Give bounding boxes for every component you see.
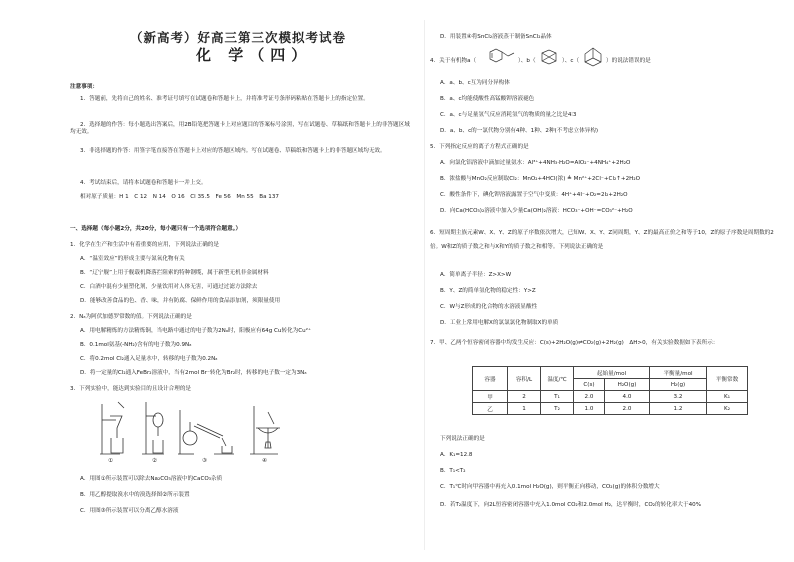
q4-stem-mid1: ）、b（	[518, 58, 536, 64]
q7-option-b: B．T₁<T₂	[440, 468, 466, 474]
q3-apparatus-figure	[94, 398, 294, 464]
table-header-volume: 容积/L	[508, 367, 541, 391]
q5-option-d: D．向Ca(HCO₃)₂溶液中加入少量Ca(OH)₂溶液：HCO₃⁻+OH⁻=CO₃²⁻+H₂O	[440, 208, 633, 214]
table-subheader-c: C(s)	[574, 379, 605, 391]
table-cell: 2.0	[605, 403, 650, 415]
q6-option-b: B．Y、Z的简单氢化物的稳定性：Y>Z	[440, 288, 536, 294]
q4-option-c: C．a、c与足量氢气反应消耗氢气的物质的量之比是4∶3	[440, 112, 577, 118]
q5-option-a: A．向氯化铝溶液中滴加过量氨水：Al³⁺+4NH₃·H₂O=AlO₂⁻+4NH₄⁺+2H₂O	[440, 160, 631, 166]
table-cell: T₁	[541, 391, 574, 403]
q7-after: 下列说法正确的是	[440, 436, 485, 442]
note-2: 2．选择题的作答：每小题选出答案后，用2B铅笔把答题卡上对应题目的答案标号涂黑，写在试题卷、草稿纸和答题卡上的非答题区域均无效。	[70, 122, 410, 135]
molecule-b-icon	[538, 48, 560, 68]
q4-stem-post: ）的说法错误的是	[606, 58, 651, 64]
table-cell: 1.2	[650, 403, 707, 415]
q4-option-d: D．a、b、c的一氯代物分别有4种、1种、2种(不考虑立体异构)	[440, 128, 599, 134]
note-3: 3．非选择题的作答：用签字笔直接答在答题卡上对应的答题区域内。写在试题卷、草稿纸和答题卡上的非答题区域均无效。	[80, 148, 386, 154]
figure-label-1: ①	[108, 458, 113, 464]
table-cell: 1	[508, 403, 541, 415]
q4-stem-mid2: ）、c（	[562, 58, 580, 64]
q5-option-c: C．酸性条件下，碘化钾溶液露置于空气中变质：4H⁺+4I⁻+O₂=2I₂+2H₂O	[440, 192, 628, 198]
q2-stem: 2．Nₐ为阿伏加德罗常数的值。下列说法正确的是	[70, 314, 192, 320]
table-header-constant: 平衡常数	[707, 367, 748, 391]
table-cell: 2	[508, 391, 541, 403]
q6-option-c: C．W与Z形成的化合物的水溶液显酸性	[440, 304, 538, 310]
q7-data-table	[472, 366, 748, 415]
q3-option-a: A．用图①所示装置可以除去Na₂CO₃溶液中的CaCO₃杂质	[80, 476, 223, 482]
q3-option-b: B．用乙醇提取溴水中的溴选择图②所示装置	[80, 492, 190, 498]
q5-stem: 5．下列指定反应的离子方程式正确的是	[430, 144, 529, 150]
molecule-a-icon	[482, 48, 516, 68]
q4-stem-pre: 4．关于有机物a（	[430, 58, 477, 64]
q1-option-d: D．能够改善食品的色、香、味，并有防腐、保鲜作用的食品添加剂，须限量使用	[80, 298, 281, 304]
table-row	[473, 403, 748, 415]
table-cell: 4.0	[605, 391, 650, 403]
note-1: 1．答题前，先将自己的姓名、准考证号填写在试题卷和答题卡上，并将准考证号条形码粘贴在答题卡上的指定位置。	[80, 96, 369, 102]
q1-option-c: C．白酒中混有少量塑化剂，少量饮用对人体无害，可通过过滤方法除去	[80, 284, 258, 290]
q2-option-a: A．用电解精炼的方法精炼铜，当电路中通过的电子数为2Nₐ时，阳极应有64g Cu转化为Cu²⁺	[80, 328, 311, 334]
table-header-equilibrium: 平衡量/mol	[650, 367, 707, 379]
exam-title: （新高考）好高三第三次模拟考试卷	[130, 30, 347, 45]
q2-option-c: C．将0.2mol Cl₂通入足量水中，转移的电子数为0.2Nₐ	[80, 356, 218, 362]
table-cell: T₂	[541, 403, 574, 415]
q7-option-c: C．T₁℃时向甲容器中再充入0.1mol H₂O(g)，则平衡正向移动，CO₂(g)的体积分数增大	[440, 484, 660, 490]
q3-option-c: C．用图③所示装置可以分离乙醇水溶液	[80, 508, 179, 514]
q1-option-a: A．“温室效应”的形成主要与氮氧化物有关	[80, 256, 185, 262]
note-4: 4．考试结束后，请将本试题卷和答题卡一并上交。	[80, 180, 207, 186]
q6-option-d: D．工业上常用电解X的氯氯氯化物制取X的单质	[440, 320, 559, 326]
table-header-initial: 起始量/mol	[574, 367, 650, 379]
q6-option-a: A．简单离子半径：Z>X>W	[440, 272, 512, 278]
table-cell: K₁	[707, 391, 748, 403]
q1-stem: 1．化学在生产和生活中有着重要的应用，下列说法正确的是	[70, 242, 219, 248]
table-header-container: 容器	[473, 367, 508, 391]
section1-heading: 一、选择题（每小题2分，共20分，每小题只有一个选项符合题意。）	[70, 226, 242, 232]
q5-option-b: B．浓盐酸与MnO₂反应制取Cl₂：MnO₂+4HCl(浓) ≜ Mn²⁺+2Cl⁻+Cl₂↑+2H₂O	[440, 176, 641, 182]
table-cell: 2.0	[574, 391, 605, 403]
q7-stem: 7．甲、乙两个恒容密闭容器中均发生反应：C(s)+2H₂O(g)⇌CO₂(g)+2H₂(g) ΔH>0，有关实验数据如下表所示：	[430, 340, 719, 346]
q1-option-b: B．“辽宁舰”上用于舰载机降落拦阻索的特种钢缆，属于新型无机非金属材料	[80, 270, 269, 276]
q7-option-a: A．K₁=12.8	[440, 452, 473, 458]
table-subheader-h2: H₂(g)	[650, 379, 707, 391]
table-subheader-h2o: H₂O(g)	[605, 379, 650, 391]
table-cell: 乙	[473, 403, 508, 415]
table-header-temperature: 温度/℃	[541, 367, 574, 391]
column-divider	[424, 20, 425, 550]
table-cell: K₂	[707, 403, 748, 415]
q4-option-b: B．a、c均能使酸性高锰酸钾溶液褪色	[440, 96, 535, 102]
q7-option-d: D．若T₂温度下，向2L恒容密闭容器中充入1.0mol CO₂和2.0mol H₂，达平衡时，CO₂的转化率大于40%	[440, 502, 702, 508]
q4-option-a: A．a、b、c互为同分异构体	[440, 80, 510, 86]
q3-option-d: D．用装置④将SnCl₂溶液蒸干制备SnCl₂晶体	[440, 34, 552, 40]
exam-subject: 化 学（四）	[196, 46, 313, 64]
table-cell: 1.0	[574, 403, 605, 415]
q2-option-b: B．0.1mol氨基(-NH₂)含有的电子数为0.9Nₐ	[80, 342, 192, 348]
q3-stem: 3．下列实验中，能达到实验目的且设计合理的是	[70, 386, 192, 392]
notes-heading: 注意事项：	[70, 84, 98, 90]
table-row	[473, 391, 748, 403]
table-cell: 3.2	[650, 391, 707, 403]
q6-stem: 6．短周期主族元素W、X、Y、Z的原子序数依次增大，已知W、X、Y、Z同周期，Y、Z的最高正价之和等于10，Z的原子序数是周期数的2倍。W和Z的质子数之和与X和Y的质子数之和相等。下列说法正确的是	[430, 230, 774, 250]
q2-option-d: D．将一定量的Cl₂通入FeBr₂溶液中，当有2mol Br⁻转化为Br₂时，转移的电子数一定为3Nₐ	[80, 370, 307, 376]
figure-label-4: ④	[262, 458, 267, 464]
figure-label-2: ②	[152, 458, 157, 464]
atomic-masses: 相对原子质量：H 1 C 12 N 14 O 16 Cl 35.5 Fe 56 Mn 55 Ba 137	[80, 194, 279, 200]
figure-label-3: ③	[202, 458, 207, 464]
table-cell: 甲	[473, 391, 508, 403]
molecule-c-icon	[582, 46, 604, 68]
